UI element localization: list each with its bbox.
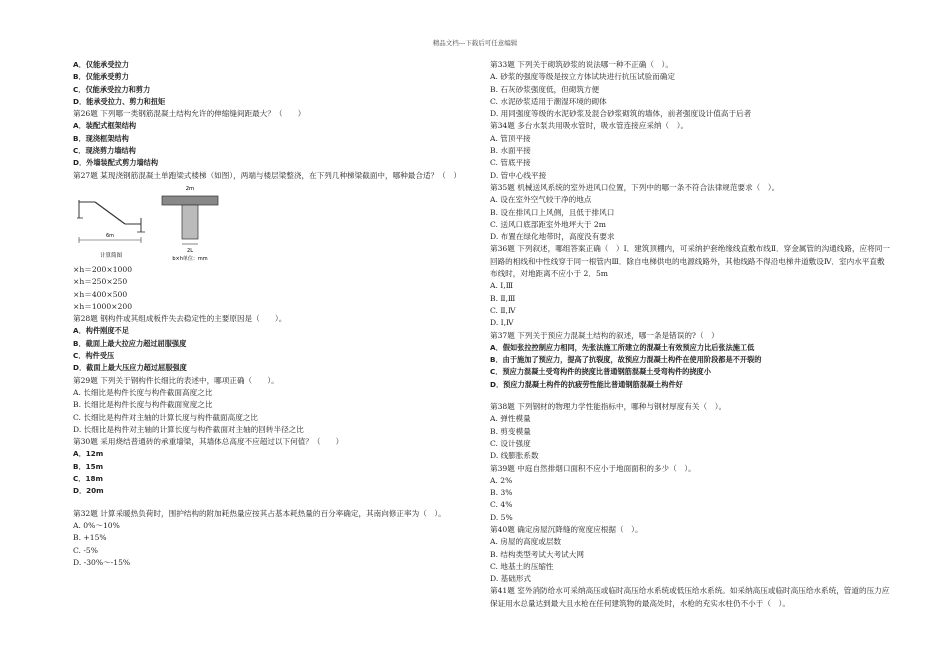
option-text: C．预应力混凝土受弯构件的挠度比普通钢筋混凝土受弯构件的挠度小 <box>490 367 711 377</box>
option-text: C. 地基土的压缩性 <box>490 561 554 571</box>
stair-figure <box>73 182 473 264</box>
left-column <box>73 59 473 569</box>
question-text: 第40题 确定房屋沉降缝的宽度应根据（ ）。 <box>490 524 643 534</box>
option-text: B. 长细比是构件长度与构件截面宽度之比 <box>73 400 213 410</box>
option-text: C．现浇剪力墙结构 <box>73 146 136 156</box>
option-text: C. 水泥砂浆适用于潮湿环境的砌体 <box>490 96 607 106</box>
question-text: 第36题 下列叙述，哪组答案正确（ ）Ⅰ．建筑顶棚内，可采纳护套绝缘线直敷布线Ⅱ．穿金属管的沟通线路，应将同一回路的相线和中性线穿于同一根管内Ⅲ．除自电梯供电的电源线路外，其他线路不得沿电梯井道敷设Ⅳ．室内水平直敷布线时，对地距离不应小于 2．5m <box>490 244 890 279</box>
option-text: A．构件刚度不足 <box>73 326 129 336</box>
option-text: A. 弹性模量 <box>490 414 531 424</box>
option-text: A．12m <box>73 449 104 459</box>
question-text: 第26题 下列哪一类钢筋混凝土结构允许的伸缩缝间距最大？（ ） <box>73 109 306 119</box>
question-text: 第41题 室外消防给水可采纳高压或临时高压给水系统或低压给水系统。如采纳高压或临时高压给水系统，管道的压力应保证用水总量达到最大且水枪在任何建筑物的最高处时，水枪的充实水柱仍不小于（ ）。 <box>490 586 890 608</box>
option-text: B. 结构类型考试大考试大网 <box>490 549 584 559</box>
option-text: B. +15% <box>73 533 107 543</box>
option-text: C. Ⅱ,Ⅳ <box>490 305 516 315</box>
option-text: A．装配式框架结构 <box>73 121 137 131</box>
option-text: D．20m <box>73 486 104 496</box>
option-text: C．构件受压 <box>73 351 115 361</box>
question-text: 第37题 下列关于预应力混凝土结构的叙述，哪一条是错误的?（ ） <box>490 330 719 340</box>
option-text: C. 4% <box>490 500 513 510</box>
option-text: A. 长细比是构件长度与构件截面高度之比 <box>73 387 213 397</box>
option-text: D．能承受拉力、剪力和扭矩 <box>73 96 166 106</box>
option-text: B. Ⅱ,Ⅲ <box>490 293 516 303</box>
option-text: A. 0%～10% <box>73 520 120 530</box>
right-column <box>490 59 890 610</box>
option-text: C. 管底平接 <box>490 158 531 168</box>
option-text: ×h＝1000×200 <box>73 301 133 311</box>
question-text: 第33题 下列关于砌筑砂浆的说法哪一种不正确（ ）。 <box>490 60 673 69</box>
option-text: A. Ⅰ,Ⅲ <box>490 281 514 291</box>
option-text: B．截面上最大拉应力超过屈服强度 <box>73 338 187 348</box>
option-text: ×h＝200×1000 <box>73 264 133 274</box>
option-text: B．仅能承受剪力 <box>73 72 129 82</box>
option-text: D. 基础形式 <box>490 574 532 584</box>
question-text: 第28题 钢构件或其组成板件失去稳定性的主要原因是（ ）。 <box>73 314 287 324</box>
option-text: D. 管中心线平接 <box>490 170 547 180</box>
option-text: C. -5% <box>73 545 98 555</box>
option-text: B. 水面平接 <box>490 146 531 156</box>
option-text: D. 5% <box>490 512 513 522</box>
option-text: B．现浇框架结构 <box>73 133 129 143</box>
beam-section-diagram <box>158 182 226 264</box>
option-text: A．假如张拉控制应力相同，先张法施工所建立的混凝土有效预应力比后张法施工低 <box>490 342 755 352</box>
figure-mid-label: 2L <box>187 247 193 254</box>
stair-calculation-diagram <box>75 182 147 264</box>
option-text: A. 砂浆的强度等级是按立方体试块进行抗压试验而确定 <box>490 72 675 82</box>
figure-span-label: 6m <box>105 232 115 239</box>
option-text: A. 设在室外空气较干净的地点 <box>490 195 592 205</box>
figure-right-caption: b×h单位：mm <box>172 255 208 262</box>
question-text: 第34题 多台水泵共用吸水管时，吸水管连接应采纳（ ）。 <box>490 121 689 131</box>
question-text: 第27题 某现浇钢筋混凝土单跑梁式楼梯（如图），两端与楼层梁整浇，在下列几种梯梁截面中，哪种最合适？（ ） <box>73 170 461 180</box>
option-text: C. 设计强度 <box>490 438 531 448</box>
page-header: 精品文档---下载后可任意编辑 <box>432 39 518 47</box>
option-text: A. 房屋的高度或层数 <box>490 537 562 547</box>
option-text: B. 剪变模量 <box>490 426 531 436</box>
option-text: B. 设在排风口上风侧，且低于排风口 <box>490 207 615 217</box>
option-text: B．15m <box>73 461 104 471</box>
option-text: A. 2% <box>490 475 513 485</box>
option-text: C．18m <box>73 474 103 484</box>
spacer <box>490 391 890 401</box>
question-text: 第35题 机械送风系统的室外进风口位置，下列中的哪一条不符合法律规范要求（ ）。 <box>490 182 780 192</box>
question-text: 第38题 下列钢材的物理力学性能指标中，哪种与钢材厚度有关（ ）。 <box>490 402 727 412</box>
option-text: D．截面上最大压应力超过屈服强度 <box>73 363 187 373</box>
question-text: 第29题 下列关于钢构件长细比的表述中，哪项正确（ ）。 <box>73 375 279 385</box>
question-text: 第39题 中庭自然排烟口面积不应小于地面面积的多少（ ）。 <box>490 463 696 473</box>
option-text: ×h＝250×250 <box>73 277 128 287</box>
option-text: B. 石灰砂浆强度低，但砌筑方便 <box>490 84 600 94</box>
option-text: C. 长细比是构件对主轴的计算长度与构件截面高度之比 <box>73 412 259 422</box>
option-text: D．预应力混凝土构件的抗疲劳性能比普通钢筋混凝土构件好 <box>490 379 683 389</box>
option-text: B. 3% <box>490 488 513 498</box>
option-text: A. 管顶平接 <box>490 133 531 143</box>
spacer <box>73 498 473 508</box>
option-text: C. 送风口底部距室外地坪大于 2m <box>490 219 606 229</box>
option-text: D．外墙装配式剪力墙结构 <box>73 158 159 168</box>
option-text: B．由于施加了预应力，提高了抗裂度，故预应力混凝土构件在使用阶段都是不开裂的 <box>490 355 762 365</box>
figure-left-caption: 计算简图 <box>99 252 123 259</box>
question-text: 第30题 采用烧结普通砖的承重墙梁，其墙体总高度不应超过以下何值？（ ） <box>73 437 344 447</box>
option-text: A．仅能承受拉力 <box>73 60 129 69</box>
option-text: D. 用同强度等级的水泥砂浆及混合砂浆砌筑的墙体，前者强度设计值高于后者 <box>490 109 752 119</box>
option-text: C．仅能承受拉力和剪力 <box>73 84 151 94</box>
option-text: D. 布置在绿化地带时，高度没有要求 <box>490 232 615 242</box>
option-text: D. 长细比是构件对主轴的计算长度与构件截面对主轴的回转半径之比 <box>73 424 304 434</box>
option-text: D. -30%～-15% <box>73 557 131 567</box>
figure-top-label: 2m <box>185 185 195 192</box>
option-text: D. Ⅰ,Ⅳ <box>490 318 514 328</box>
option-text: D. 线膨胀系数 <box>490 451 539 461</box>
question-text: 第32题 计算采暖热负荷时，围护结构的附加耗热量应按其占基本耗热量的百分率确定，其南向修正率为（ ）。 <box>73 508 446 518</box>
option-text: ×h＝400×500 <box>73 289 128 299</box>
